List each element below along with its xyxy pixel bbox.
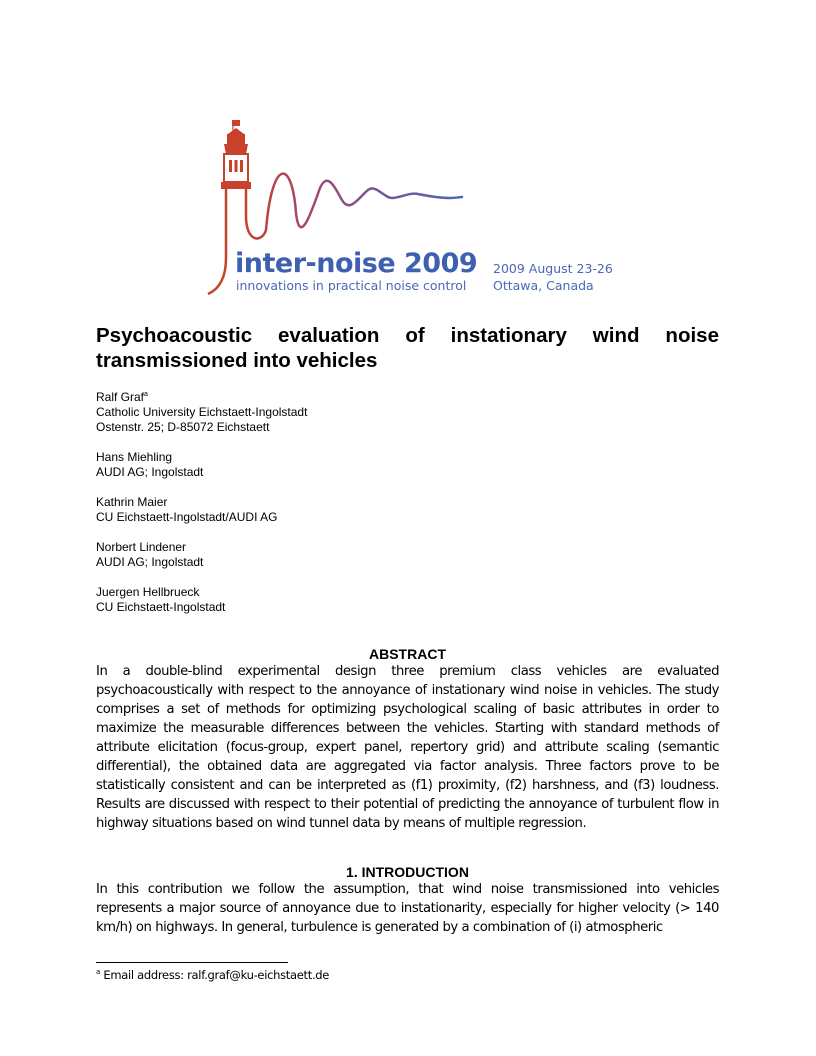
conference-name: inter-noise 2009 [235,248,478,279]
abstract-text: In a double-blind experimental design three premium class vehicles are evaluated psychoacoustically with respect to the annoyance of instationary wind noise in vehicles. The study comprises a set of methods for optimizing psychological scaling of basic attributes in order to maximize the measurable differences between the vehicles. Starting with standard methods of attribute elicitation (focus-group, expert panel, repertory grid) and attribute scaling (semantic differential), the obtained data are aggregated via factor analysis. Three factors prove to be statistically consistent and can be interpreted as (f1) proximity, (f2) harshness, and (f3) loudness. Results are discussed with respect to their potential of predicting the annoyance of turbulent flow in highway situations based on wind tunnel data by means of multiple regression. [96,664,719,831]
footnote-email: Email address: ralf.graf@ku-eichstaett.de [100,968,330,982]
paper-title [96,323,719,373]
sound-wave-icon [246,174,462,239]
author-block [96,540,307,570]
author-block [96,450,307,480]
author-block [96,390,307,435]
title-word: Psychoacoustic [96,324,253,347]
footnote [96,968,329,982]
author-name: Hans Miehling [96,450,173,464]
title-line-1 [96,323,719,348]
author-affiliation: AUDI AG; Ingolstadt [96,465,204,479]
author-affiliation: Catholic University Eichstaett-Ingolstadt [96,405,308,419]
author-name: Ralf Graf$^a$ [96,390,148,404]
author-name: Juergen Hellbrueck [96,585,200,599]
footnote-marker: a [144,391,148,398]
title-word: evaluation [278,324,380,347]
footnote-marker: a [96,968,100,977]
author-affiliation: CU Eichstaett-Ingolstadt/AUDI AG [96,510,278,524]
author-affiliation: AUDI AG; Ingolstadt [96,555,204,569]
author-block [96,495,307,525]
title-line-2: transmissioned into vehicles [96,349,378,372]
author-block [96,585,307,615]
title-word: noise [665,324,719,347]
title-word: wind [592,324,640,347]
conference-date: 2009 August 23-26 [493,261,613,276]
introduction-text: In this contribution we follow the assumption, that wind noise transmissioned into vehicles represents a major source of annoyance due to instationarity, especially for higher velocity (> 140 km/h) on highways. In general, turbulence is generated by a combination of (i) atmospheric [96,882,719,935]
author-name: Kathrin Maier [96,495,168,509]
footnote-divider [96,962,288,963]
author-address: Ostenstr. 25; D-85072 Eichstaett [96,420,270,434]
author-name: Norbert Lindener [96,540,187,554]
title-word: of [405,324,425,347]
author-list [96,390,307,630]
abstract-heading: ABSTRACT [369,646,446,662]
introduction-heading: 1. INTRODUCTION [346,864,469,880]
conference-tagline: innovations in practical noise control [236,278,467,293]
title-word: instationary [450,324,567,347]
author-affiliation: CU Eichstaett-Ingolstadt [96,600,226,614]
conference-location: Ottawa, Canada [493,278,594,293]
